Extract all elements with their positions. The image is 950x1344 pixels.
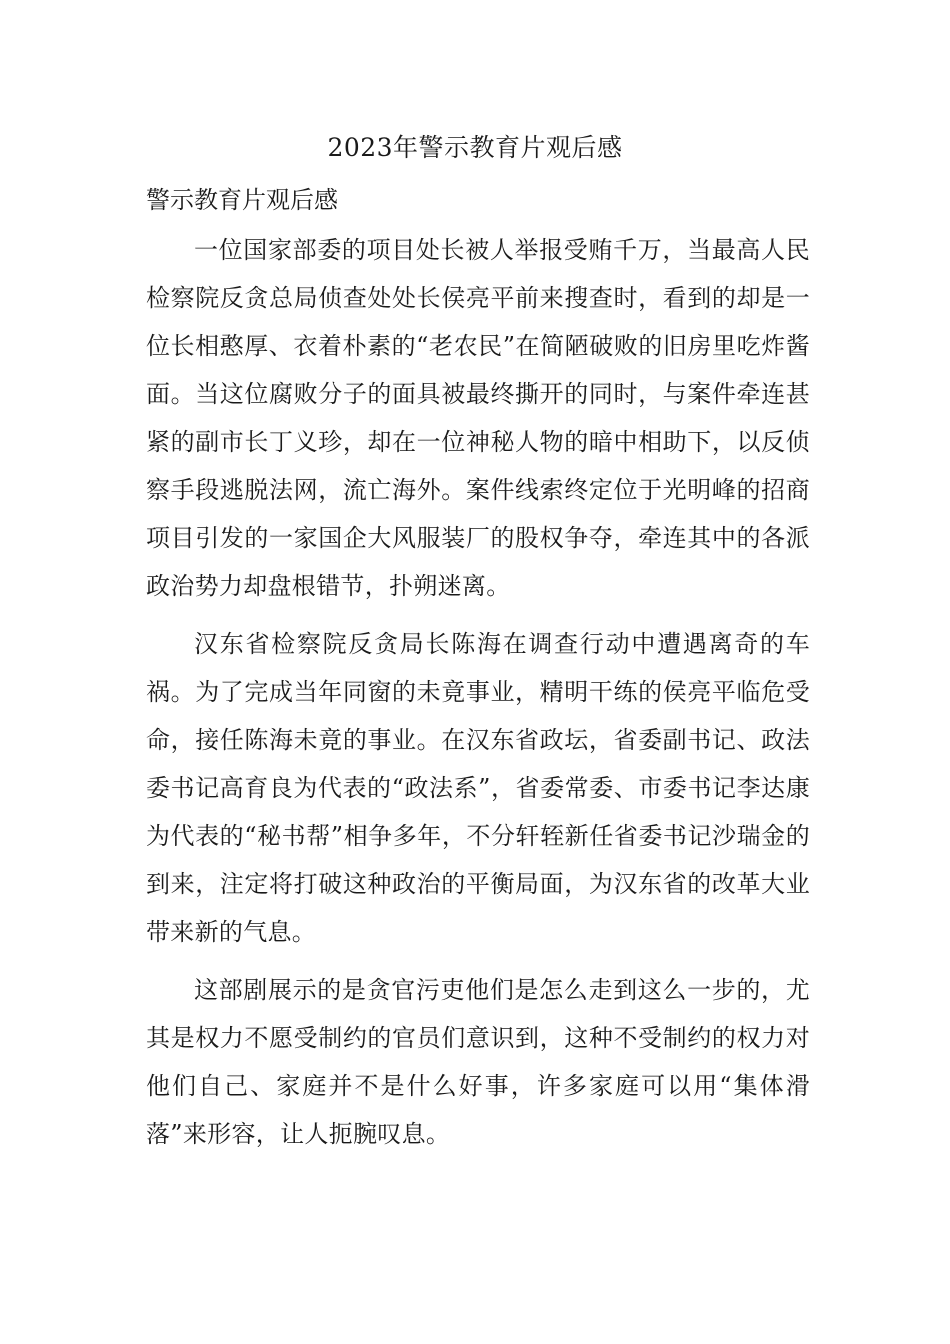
paragraph-2: 汉东省检察院反贪局长陈海在调查行动中遭遇离奇的车祸。为了完成当年同窗的未竟事业，精明干练的侯亮平临危受命，接任陈海未竟的事业。在汉东省政坛，省委副书记、政法委书记高育良为代表的“政法系”，省委常委、市委书记李达康为代表的“秘书帮”相争多年，不分轩轾新任省委书记沙瑞金的到来，注定将打破这种政治的平衡局面，为汉东省的改革大业带来新的气息。	[146, 630, 810, 946]
paragraph-3: 这部剧展示的是贪官污吏他们是怎么走到这么一步的，尤其是权力不愿受制约的官员们意识到，这种不受制约的权力对他们自己、家庭并不是什么好事，许多家庭可以用“集体滑落”来形容，让人扼腕叹息。	[146, 976, 810, 1148]
document-title: 2023年警示教育片观后感	[327, 133, 623, 162]
document-subtitle: 警示教育片观后感	[146, 186, 338, 214]
paragraph-1: 一位国家部委的项目处长被人举报受贿千万，当最高人民检察院反贪总局侦查处处长侯亮平前来搜查时，看到的却是一位长相憨厚、衣着朴素的“老农民”在简陋破败的旧房里吃炸酱面。当这位腐败分子的面具被最终撕开的同时，与案件牵连甚紧的副市长丁义珍，却在一位神秘人物的暗中相助下，以反侦察手段逃脱法网，流亡海外。案件线索终定位于光明峰的招商项目引发的一家国企大风服装厂的股权争夺，牵连其中的各派政治势力却盘根错节，扑朔迷离。	[146, 236, 810, 600]
document-body	[146, 226, 810, 1168]
